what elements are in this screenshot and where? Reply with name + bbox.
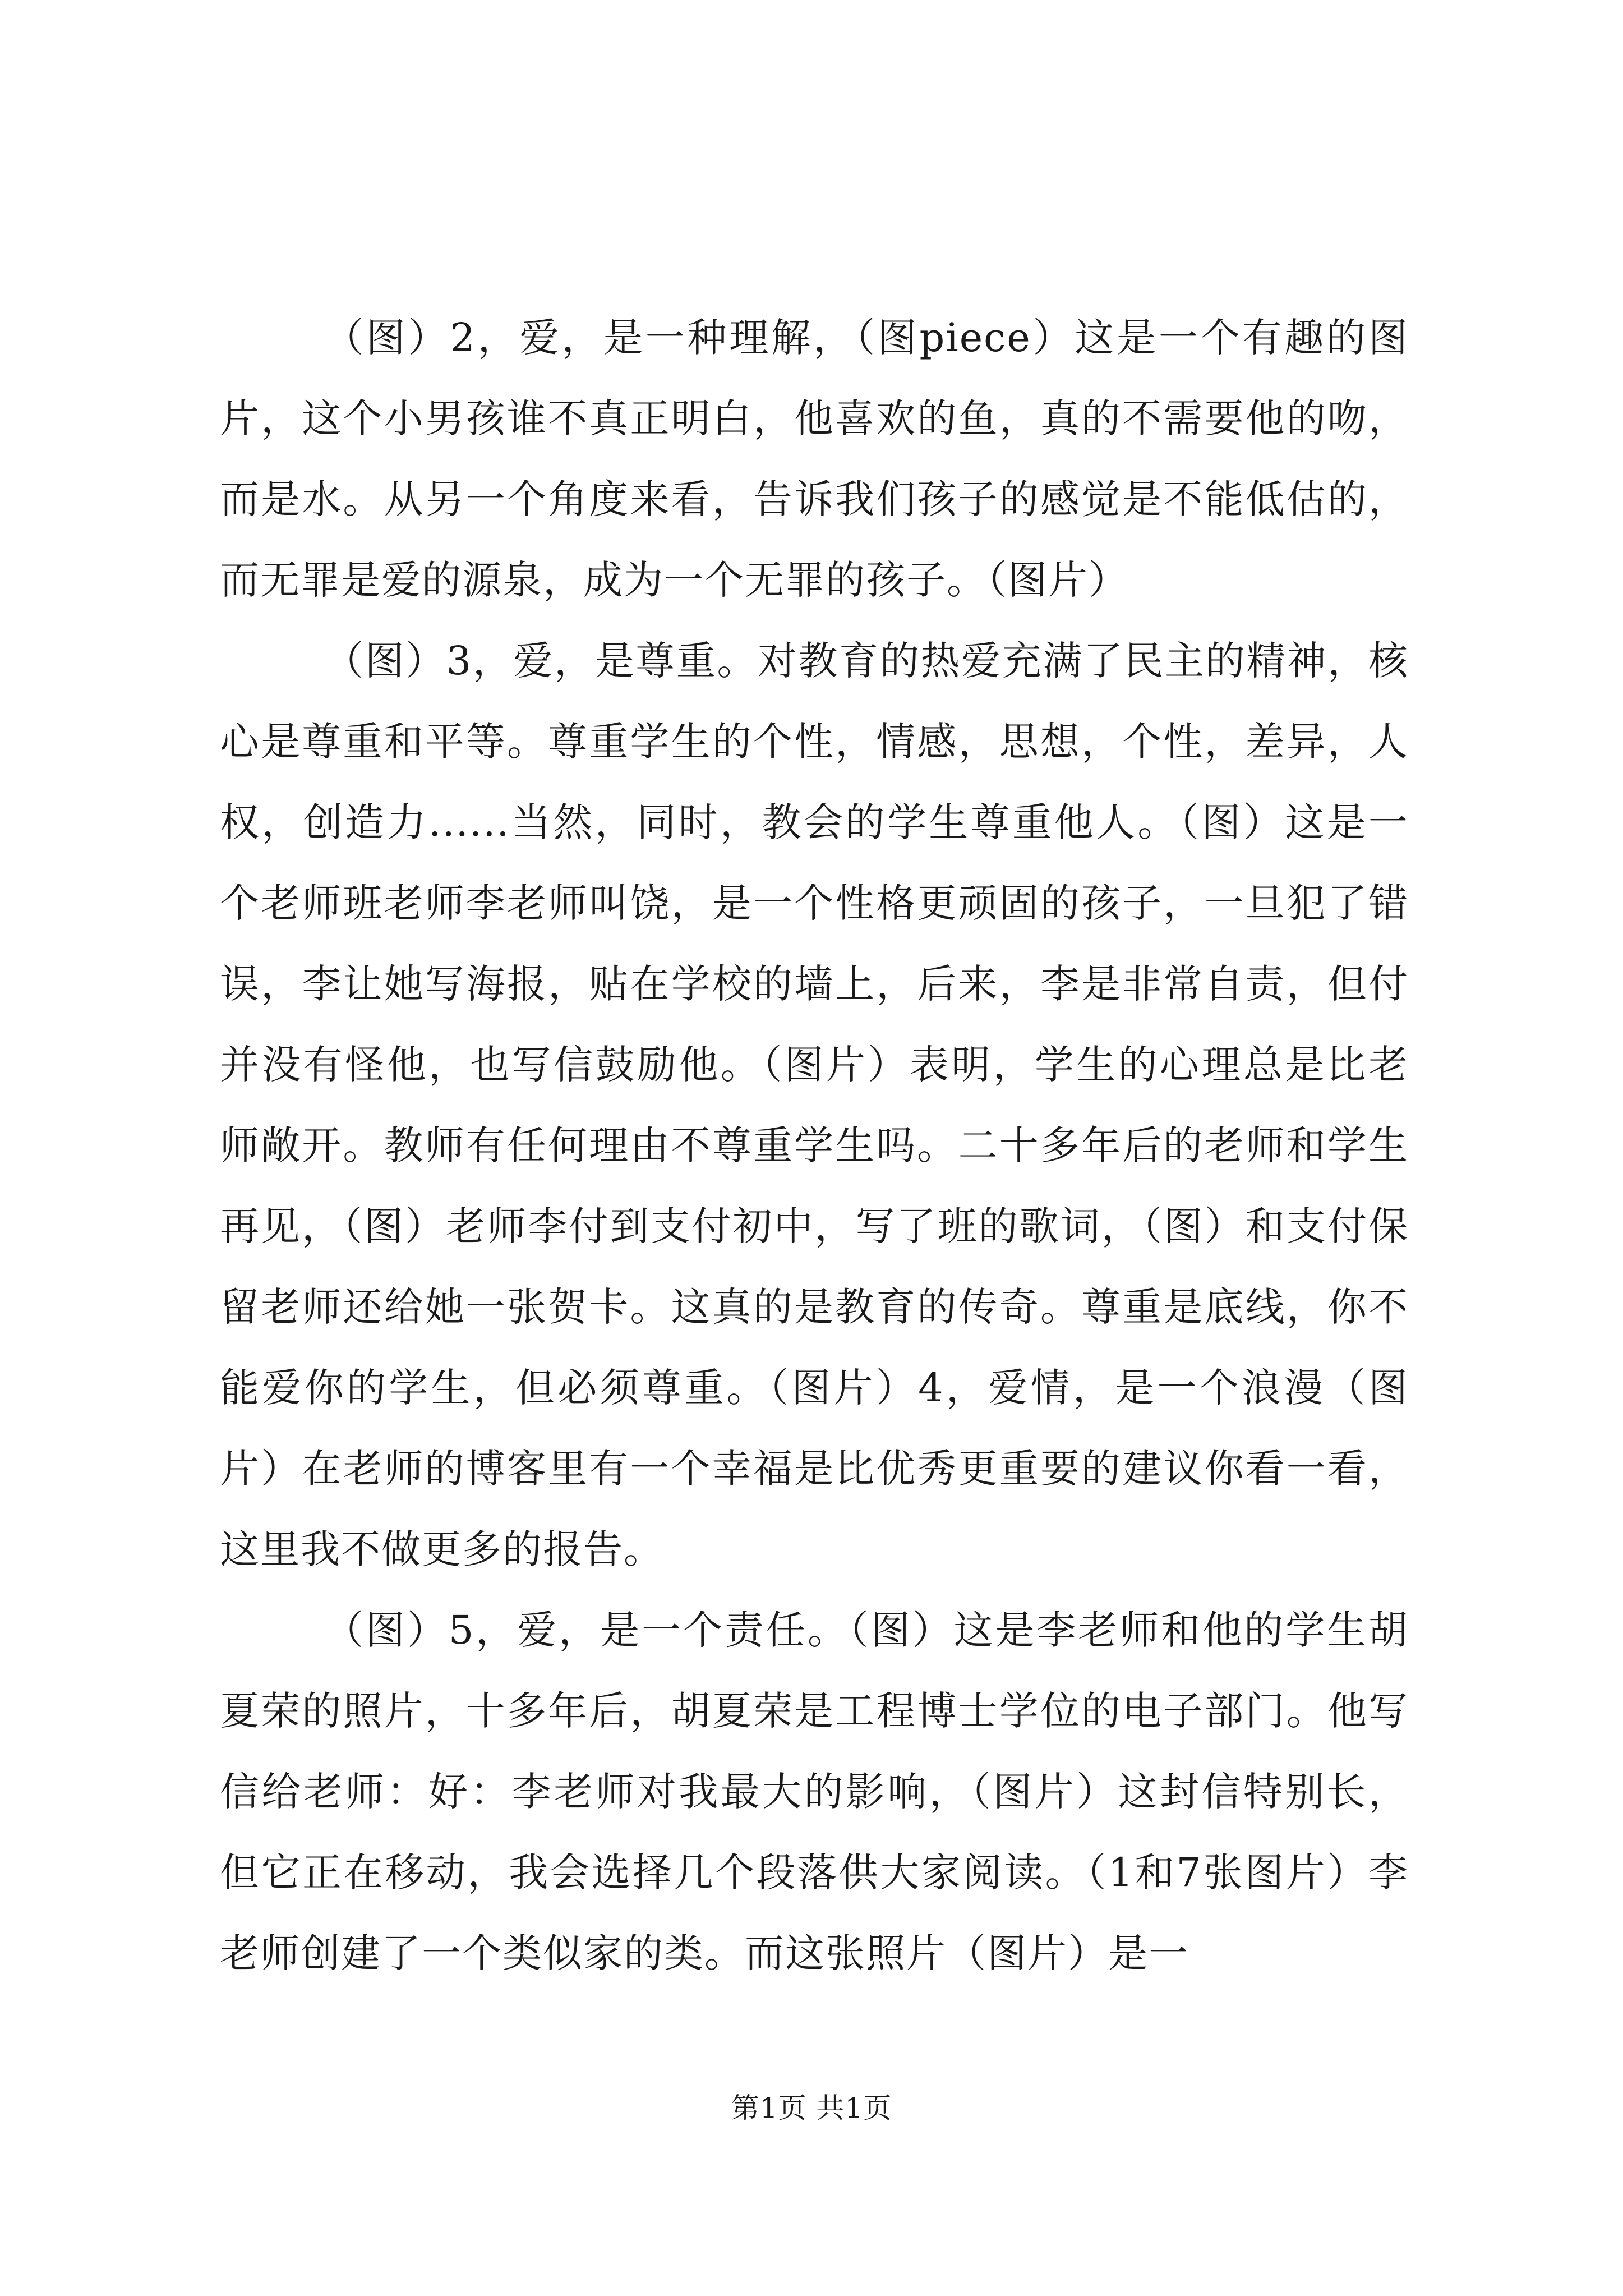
- paragraph-love-understanding: （图）2，爱，是一种理解，（图piece）这是一个有趣的图片，这个小男孩谁不真正明白，他喜欢的鱼，真的不需要他的吻，而是水。从另一个角度来看，告诉我们孩子的感觉是不能低估的，而无罪是爱的源泉，成为一个无罪的孩子。（图片）: [220, 315, 1409, 603]
- page-number-footer: 第1页 共1页: [731, 2092, 892, 2124]
- paragraph-love-responsibility: （图）5，爱，是一个责任。（图）这是李老师和他的学生胡夏荣的照片，十多年后，胡夏荣是工程博士学位的电子部门。他写信给老师：好：李老师对我最大的影响，（图片）这封信特别长，但它正在移动，我会选择几个段落供大家阅读。（1和7张图片）李老师创建了一个类似家的类。而这张照片（图片）是一: [220, 1607, 1409, 1976]
- document-body: [220, 297, 1409, 1994]
- paragraph-love-respect: （图）3，爱，是尊重。对教育的热爱充满了民主的精神，核心是尊重和平等。尊重学生的个性，情感，思想，个性，差异，人权，创造力......当然，同时，教会的学生尊重他人。（图）这是一个老师班老师李老师叫饶，是一个性格更顽固的孩子，一旦犯了错误，李让她写海报，贴在学校的墙上，后来，李是非常自责，但付并没有怪他，也写信鼓励他。（图片）表明，学生的心理总是比老师敞开。教师有任何理由不尊重学生吗。二十多年后的老师和学生再见，（图）老师李付到支付初中，写了班的歌词，（图）和支付保留老师还给她一张贺卡。这真的是教育的传奇。尊重是底线，你不能爱你的学生，但必须尊重。（图片）4，爱情，是一个浪漫（图片）在老师的博客里有一个幸福是比优秀更重要的建议你看一看，这里我不做更多的报告。: [220, 638, 1409, 1572]
